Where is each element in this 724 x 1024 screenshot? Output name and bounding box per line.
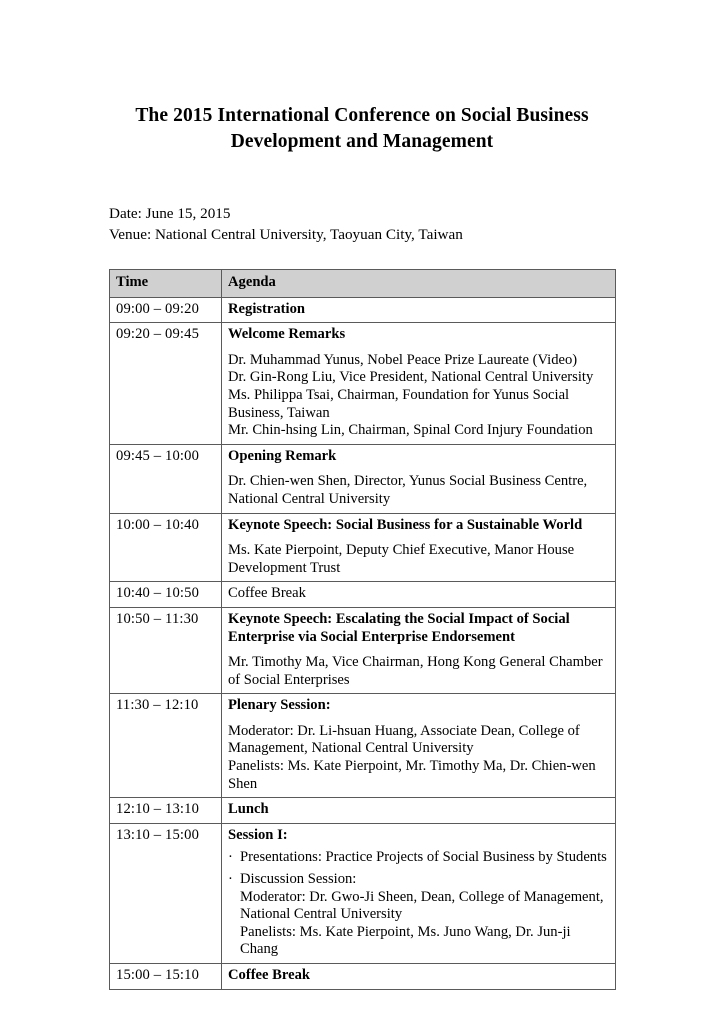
agenda-item-heading: Coffee Break <box>228 967 310 983</box>
event-metadata <box>0 155 724 245</box>
event-date: Date: June 15, 2015 <box>109 205 231 222</box>
agenda-detail-cell <box>222 607 616 693</box>
agenda-time-cell: 13:10 – 15:00 <box>110 823 222 963</box>
agenda-detail-cell <box>222 513 616 582</box>
agenda-time-cell: 09:20 – 09:45 <box>110 323 222 445</box>
agenda-detail-cell <box>222 297 616 323</box>
agenda-detail-cell <box>222 323 616 445</box>
agenda-detail-line: Panelists: Ms. Kate Pierpoint, Mr. Timothy Ma, Dr. Chien-wen <box>228 758 596 775</box>
table-row <box>110 513 616 582</box>
page-title-line-1: The 2015 International Conference on Social Business <box>135 105 589 126</box>
agenda-table-head <box>110 270 616 298</box>
table-header-row <box>110 270 616 298</box>
agenda-item-details <box>228 352 609 440</box>
agenda-detail-line: Development Trust <box>228 559 341 576</box>
agenda-time-cell: 09:45 – 10:00 <box>110 444 222 513</box>
agenda-detail-cell <box>222 582 616 608</box>
agenda-detail-cell <box>222 823 616 963</box>
agenda-item-details <box>228 654 609 689</box>
agenda-detail-cell <box>222 444 616 513</box>
agenda-detail-line: Management, National Central University <box>228 740 474 757</box>
table-row <box>110 297 616 323</box>
table-row <box>110 607 616 693</box>
bullet-sub-line: Panelists: Ms. Kate Pierpoint, Ms. Juno Wang, Dr. Jun-ji <box>240 923 571 940</box>
table-row <box>110 694 616 798</box>
bullet-text: Discussion Session: <box>240 871 357 888</box>
agenda-detail-line: Ms. Kate Pierpoint, Deputy Chief Executive, Manor House <box>228 542 575 559</box>
list-item <box>228 871 609 959</box>
table-row <box>110 582 616 608</box>
table-row <box>110 964 616 990</box>
agenda-table <box>109 269 616 990</box>
table-row <box>110 323 616 445</box>
agenda-item-heading: Welcome Remarks <box>228 326 346 343</box>
agenda-detail-line: Shen <box>228 775 258 792</box>
agenda-time-cell: 10:50 – 11:30 <box>110 607 222 693</box>
bullet-sub-line: Chang <box>240 941 279 958</box>
agenda-item-heading: Lunch <box>228 801 269 818</box>
bullet-sub-line: Moderator: Dr. Gwo-Ji Sheen, Dean, College of Management, <box>240 888 604 905</box>
agenda-time-cell: 09:00 – 09:20 <box>110 297 222 323</box>
column-header-time: Time <box>110 270 222 298</box>
agenda-detail-cell <box>222 694 616 798</box>
agenda-detail-line: Business, Taiwan <box>228 404 330 421</box>
page-title-line-2: Development and Management <box>230 131 494 152</box>
agenda-time-cell: 10:40 – 10:50 <box>110 582 222 608</box>
agenda-detail-cell <box>222 964 616 990</box>
agenda-detail-line: Dr. Muhammad Yunus, Nobel Peace Prize Laureate (Video) <box>228 351 578 368</box>
agenda-time-cell: 10:00 – 10:40 <box>110 513 222 582</box>
event-venue: Venue: National Central University, Taoyuan City, Taiwan <box>109 226 463 243</box>
agenda-detail-cell <box>222 798 616 824</box>
table-row <box>110 798 616 824</box>
page-title <box>0 0 724 155</box>
agenda-detail-line: Ms. Philippa Tsai, Chairman, Foundation for Yunus Social <box>228 386 570 403</box>
agenda-item-heading: Keynote Speech: Social Business for a Sustainable World <box>228 516 583 533</box>
table-row <box>110 823 616 963</box>
table-row <box>110 444 616 513</box>
agenda-detail-line: Mr. Timothy Ma, Vice Chairman, Hong Kong General Chamber <box>228 654 603 671</box>
list-item <box>228 849 609 867</box>
agenda-detail-line: National Central University <box>228 490 391 507</box>
column-header-agenda: Agenda <box>222 270 616 298</box>
agenda-item-heading: Coffee Break <box>228 585 306 602</box>
agenda-item-heading: Registration <box>228 300 306 317</box>
agenda-time-cell: 11:30 – 12:10 <box>110 694 222 798</box>
agenda-time-cell: 15:00 – 15:10 <box>110 964 222 990</box>
agenda-item-details <box>228 473 609 508</box>
agenda-detail-line: of Social Enterprises <box>228 671 350 688</box>
agenda-bullet-list <box>228 849 609 959</box>
agenda-time-cell: 12:10 – 13:10 <box>110 798 222 824</box>
bullet-sub-line: National Central University <box>240 906 403 923</box>
agenda-item-heading: Keynote Speech: Escalating the Social Impact of Social Enterprise via Social Enterprise Endorsement <box>228 610 570 645</box>
bullet-text: Presentations: Practice Projects of Social Business by Students <box>240 849 607 866</box>
bullet-sub-lines <box>240 889 609 959</box>
agenda-detail-line: Moderator: Dr. Li-hsuan Huang, Associate Dean, College of <box>228 722 580 739</box>
bullet-dot-icon: · <box>228 870 233 887</box>
agenda-item-details <box>228 542 609 577</box>
agenda-detail-line: Mr. Chin-hsing Lin, Chairman, Spinal Cord Injury Foundation <box>228 422 593 439</box>
agenda-table-body <box>110 297 616 989</box>
agenda-item-heading: Session I: <box>228 826 288 843</box>
agenda-item-heading: Opening Remark <box>228 447 337 464</box>
bullet-dot-icon: · <box>228 848 233 865</box>
agenda-item-heading: Plenary Session: <box>228 697 331 714</box>
agenda-detail-line: Dr. Chien-wen Shen, Director, Yunus Social Business Centre, <box>228 473 588 490</box>
agenda-detail-line: Dr. Gin-Rong Liu, Vice President, National Central University <box>228 369 594 386</box>
agenda-item-details <box>228 723 609 793</box>
